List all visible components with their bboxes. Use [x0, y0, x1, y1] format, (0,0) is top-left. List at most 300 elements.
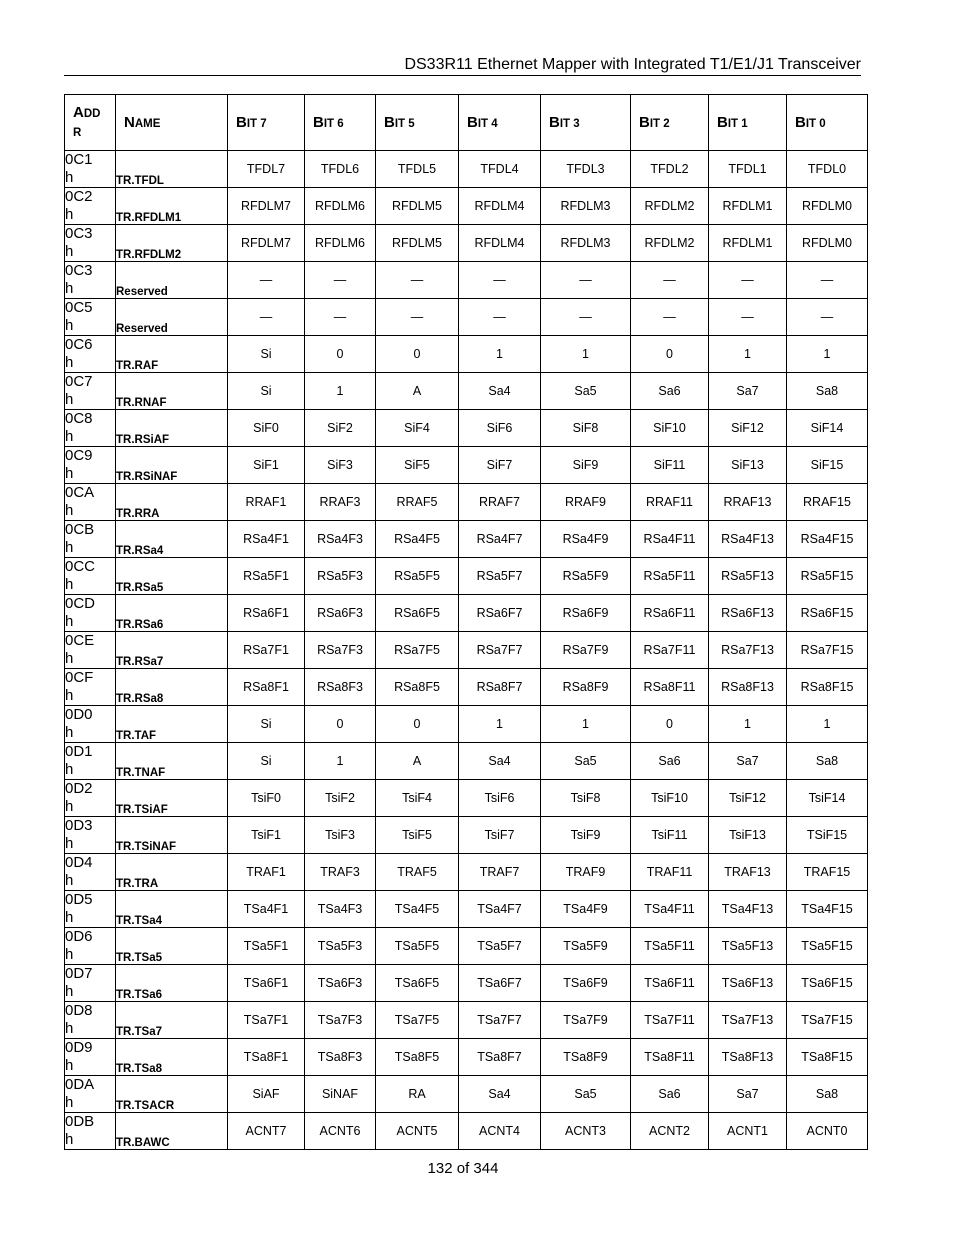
bit-cell: TSa6F15 — [787, 965, 868, 1002]
register-address — [65, 1113, 116, 1150]
bit-cell: RFDLM1 — [709, 188, 787, 225]
bit-cell: TsiF2 — [305, 780, 376, 817]
bit-cell: Sa6 — [631, 1076, 709, 1113]
column-header-lead: N — [124, 114, 135, 131]
register-address-suffix: h — [65, 465, 74, 482]
bit-cell: TsiF8 — [541, 780, 631, 817]
bit-cell: TFDL2 — [631, 151, 709, 188]
bit-cell: RSa7F9 — [541, 632, 631, 669]
bit-cell: RFDLM3 — [541, 225, 631, 262]
bit-cell: TSa7F11 — [631, 1002, 709, 1039]
bit-cell: 0 — [305, 706, 376, 743]
bit-cell: TSa5F11 — [631, 928, 709, 965]
bit-cell: ACNT3 — [541, 1113, 631, 1150]
bit-cell: SiAF — [228, 1076, 305, 1113]
column-header-bit0 — [787, 95, 868, 151]
register-name: TR.TSiNAF — [116, 817, 228, 854]
register-address-code: 0D0 — [65, 706, 93, 723]
register-address-suffix: h — [65, 539, 74, 556]
register-address — [65, 188, 116, 225]
bit-cell: — — [228, 299, 305, 336]
bit-cell: TSa5F1 — [228, 928, 305, 965]
register-address-suffix: h — [65, 169, 74, 186]
bit-cell: ACNT1 — [709, 1113, 787, 1150]
table-row — [65, 669, 868, 706]
bit-cell: TSa7F15 — [787, 1002, 868, 1039]
bit-cell: TSa5F3 — [305, 928, 376, 965]
bit-cell: TRAF11 — [631, 854, 709, 891]
bit-cell: TsiF0 — [228, 780, 305, 817]
bit-cell: RSa5F7 — [459, 558, 541, 595]
bit-cell: TRAF1 — [228, 854, 305, 891]
bit-cell: Sa8 — [787, 373, 868, 410]
column-header-lead: B — [236, 114, 247, 131]
register-name: Reserved — [116, 262, 228, 299]
register-name: TR.RSa5 — [116, 558, 228, 595]
register-address-suffix: h — [65, 576, 74, 593]
bit-cell: RSa4F11 — [631, 521, 709, 558]
table-row — [65, 299, 868, 336]
bit-cell: RSa6F7 — [459, 595, 541, 632]
bit-cell: TFDL6 — [305, 151, 376, 188]
register-address-suffix: h — [65, 946, 74, 963]
register-name: TR.TRA — [116, 854, 228, 891]
register-address — [65, 706, 116, 743]
table-row — [65, 1002, 868, 1039]
register-address-code: 0C3 — [65, 262, 93, 279]
register-name: TR.BAWC — [116, 1113, 228, 1150]
column-header-addr — [65, 95, 116, 151]
bit-cell: TSa8F9 — [541, 1039, 631, 1076]
register-address-suffix: h — [65, 687, 74, 704]
bit-cell: RSa6F1 — [228, 595, 305, 632]
register-name: TR.RAF — [116, 336, 228, 373]
register-address-code: 0C7 — [65, 373, 93, 390]
bit-cell: 1 — [787, 336, 868, 373]
bit-cell: — — [787, 262, 868, 299]
register-address-suffix: h — [65, 724, 74, 741]
bit-cell: TFDL3 — [541, 151, 631, 188]
bit-cell: SiF14 — [787, 410, 868, 447]
bit-cell: A — [376, 743, 459, 780]
bit-cell: RSa4F9 — [541, 521, 631, 558]
bit-cell: RFDLM5 — [376, 188, 459, 225]
bit-cell: TsiF1 — [228, 817, 305, 854]
register-address-code: 0D6 — [65, 928, 93, 945]
bit-cell: SiF8 — [541, 410, 631, 447]
bit-cell: SiF5 — [376, 447, 459, 484]
register-address — [65, 1039, 116, 1076]
register-address-code: 0D7 — [65, 965, 93, 982]
register-address — [65, 965, 116, 1002]
bit-cell: RFDLM1 — [709, 225, 787, 262]
bit-cell: RSa4F1 — [228, 521, 305, 558]
bit-cell: TSa5F5 — [376, 928, 459, 965]
bit-cell: TSa5F15 — [787, 928, 868, 965]
bit-cell: RSa7F1 — [228, 632, 305, 669]
bit-cell: Sa7 — [709, 743, 787, 780]
register-address-suffix: h — [65, 835, 74, 852]
register-address — [65, 669, 116, 706]
bit-cell: 1 — [541, 336, 631, 373]
bit-cell: Sa6 — [631, 743, 709, 780]
bit-cell: RSa5F15 — [787, 558, 868, 595]
bit-cell: RFDLM7 — [228, 225, 305, 262]
register-address-suffix: h — [65, 428, 74, 445]
register-address-suffix: h — [65, 280, 74, 297]
register-address-code: 0D3 — [65, 817, 93, 834]
register-address — [65, 891, 116, 928]
column-header-rest: IT 5 — [394, 118, 415, 130]
register-address-code: 0DB — [65, 1113, 95, 1130]
bit-cell: RSa5F5 — [376, 558, 459, 595]
register-address-code: 0C6 — [65, 336, 93, 353]
bit-cell: SiF15 — [787, 447, 868, 484]
register-address-code: 0D2 — [65, 780, 93, 797]
register-address — [65, 225, 116, 262]
bit-cell: TFDL5 — [376, 151, 459, 188]
bit-cell: RSa7F5 — [376, 632, 459, 669]
bit-cell: TsiF7 — [459, 817, 541, 854]
bit-cell: — — [631, 262, 709, 299]
register-name: TR.RSa4 — [116, 521, 228, 558]
bit-cell: TSa8F15 — [787, 1039, 868, 1076]
bit-cell: TSa6F5 — [376, 965, 459, 1002]
document-header-title: DS33R11 Ethernet Mapper with Integrated T1/E1/J1 Transceiver — [404, 56, 861, 73]
bit-cell: 0 — [305, 336, 376, 373]
table-row — [65, 965, 868, 1002]
register-address-suffix: h — [65, 1131, 74, 1148]
bit-cell: TSa6F9 — [541, 965, 631, 1002]
bit-cell: TsiF11 — [631, 817, 709, 854]
table-row — [65, 632, 868, 669]
column-header-lead: B — [795, 114, 806, 131]
bit-cell: RSa4F13 — [709, 521, 787, 558]
bit-cell: RSa5F13 — [709, 558, 787, 595]
table-row — [65, 743, 868, 780]
bit-cell: Sa7 — [709, 1076, 787, 1113]
bit-cell: TsiF13 — [709, 817, 787, 854]
bit-cell: TSa7F9 — [541, 1002, 631, 1039]
bit-cell: TSa8F1 — [228, 1039, 305, 1076]
bit-cell: — — [709, 299, 787, 336]
register-name: TR.TFDL — [116, 151, 228, 188]
bit-cell: RSa8F5 — [376, 669, 459, 706]
bit-cell: RSa6F3 — [305, 595, 376, 632]
table-row — [65, 817, 868, 854]
register-address — [65, 854, 116, 891]
column-header-lead: A — [73, 103, 84, 121]
bit-cell: TFDL1 — [709, 151, 787, 188]
table-row — [65, 373, 868, 410]
register-address — [65, 521, 116, 558]
bit-cell: RRAF1 — [228, 484, 305, 521]
register-address-code: 0CA — [65, 484, 95, 501]
bit-cell: TsiF6 — [459, 780, 541, 817]
register-name: TR.RRA — [116, 484, 228, 521]
column-header-rest: IT 6 — [323, 118, 344, 130]
bit-cell: TSa4F5 — [376, 891, 459, 928]
bit-cell: TSa7F5 — [376, 1002, 459, 1039]
register-address-suffix: h — [65, 354, 74, 371]
register-name: TR.TSACR — [116, 1076, 228, 1113]
bit-cell: 1 — [305, 743, 376, 780]
table-row — [65, 1076, 868, 1113]
bit-cell: — — [709, 262, 787, 299]
bit-cell: RSa8F15 — [787, 669, 868, 706]
register-address-suffix: h — [65, 983, 74, 1000]
bit-cell: RSa8F9 — [541, 669, 631, 706]
register-address — [65, 262, 116, 299]
header-divider — [64, 75, 861, 76]
bit-cell: Sa8 — [787, 1076, 868, 1113]
register-address — [65, 373, 116, 410]
bit-cell: — — [305, 262, 376, 299]
register-name: TR.TSa7 — [116, 1002, 228, 1039]
register-address — [65, 299, 116, 336]
column-header-rest: IT 3 — [559, 118, 580, 130]
bit-cell: 1 — [709, 336, 787, 373]
register-address-code: 0CB — [65, 521, 95, 538]
bit-cell: 1 — [305, 373, 376, 410]
bit-cell: TSa6F13 — [709, 965, 787, 1002]
register-address-suffix: h — [65, 1020, 74, 1037]
bit-cell: TRAF3 — [305, 854, 376, 891]
column-header-rest2: R — [73, 126, 82, 139]
register-address-suffix: h — [65, 761, 74, 778]
bit-cell: RSa7F13 — [709, 632, 787, 669]
table-row — [65, 891, 868, 928]
column-header-rest: IT 2 — [649, 118, 670, 130]
bit-cell: TsiF10 — [631, 780, 709, 817]
column-header-lead: B — [384, 114, 395, 131]
column-header-lead: B — [467, 114, 478, 131]
bit-cell: Sa8 — [787, 743, 868, 780]
register-address-code: 0CF — [65, 669, 94, 686]
bit-cell: TSa4F3 — [305, 891, 376, 928]
bit-cell: 1 — [459, 706, 541, 743]
register-address-code: 0C3 — [65, 225, 93, 242]
column-header-bit6 — [305, 95, 376, 151]
bit-cell: RSa4F15 — [787, 521, 868, 558]
column-header-bit3 — [541, 95, 631, 151]
bit-cell: — — [459, 262, 541, 299]
register-address-suffix: h — [65, 613, 74, 630]
bit-cell: ACNT0 — [787, 1113, 868, 1150]
bit-cell: Si — [228, 336, 305, 373]
bit-cell: RSa8F11 — [631, 669, 709, 706]
register-name: TR.TSiAF — [116, 780, 228, 817]
table-row — [65, 521, 868, 558]
bit-cell: TsiF4 — [376, 780, 459, 817]
bit-cell: 0 — [631, 336, 709, 373]
bit-cell: RFDLM5 — [376, 225, 459, 262]
register-address-code: 0D5 — [65, 891, 93, 908]
register-address-code: 0C8 — [65, 410, 93, 427]
bit-cell: TsiF9 — [541, 817, 631, 854]
bit-cell: TRAF9 — [541, 854, 631, 891]
register-name: TR.RSiNAF — [116, 447, 228, 484]
table-row — [65, 447, 868, 484]
register-address-suffix: h — [65, 243, 74, 260]
register-address-code: 0CC — [65, 558, 96, 575]
bit-cell: RFDLM0 — [787, 188, 868, 225]
register-name: TR.RSa6 — [116, 595, 228, 632]
table-row — [65, 336, 868, 373]
bit-cell: RFDLM6 — [305, 225, 376, 262]
bit-cell: — — [228, 262, 305, 299]
bit-cell: Sa5 — [541, 1076, 631, 1113]
bit-cell: — — [541, 262, 631, 299]
bit-cell: Si — [228, 706, 305, 743]
register-name: Reserved — [116, 299, 228, 336]
register-name: TR.TNAF — [116, 743, 228, 780]
register-address-suffix: h — [65, 1094, 74, 1111]
column-header-rest: IT 7 — [246, 118, 267, 130]
bit-cell: 1 — [787, 706, 868, 743]
bit-cell: TSa7F7 — [459, 1002, 541, 1039]
register-address-code: 0C1 — [65, 151, 93, 168]
register-address — [65, 558, 116, 595]
bit-cell: RSa5F9 — [541, 558, 631, 595]
bit-cell: RFDLM3 — [541, 188, 631, 225]
bit-cell: TSa4F11 — [631, 891, 709, 928]
column-header-rest: AME — [134, 118, 161, 130]
column-header-bit2 — [631, 95, 709, 151]
bit-cell: SiNAF — [305, 1076, 376, 1113]
register-address-code: 0C5 — [65, 299, 93, 316]
bit-cell: TSa8F3 — [305, 1039, 376, 1076]
bit-cell: RSa6F11 — [631, 595, 709, 632]
table-row — [65, 595, 868, 632]
bit-cell: ACNT5 — [376, 1113, 459, 1150]
bit-cell: RA — [376, 1076, 459, 1113]
bit-cell: TSa7F13 — [709, 1002, 787, 1039]
table-row — [65, 780, 868, 817]
bit-cell: 0 — [376, 706, 459, 743]
bit-cell: RFDLM0 — [787, 225, 868, 262]
table-row — [65, 151, 868, 188]
bit-cell: TRAF7 — [459, 854, 541, 891]
bit-cell: RSa7F11 — [631, 632, 709, 669]
bit-cell: 1 — [709, 706, 787, 743]
table-row — [65, 225, 868, 262]
register-address — [65, 484, 116, 521]
table-row — [65, 410, 868, 447]
bit-cell: RFDLM4 — [459, 225, 541, 262]
column-header-rest: IT 4 — [477, 118, 498, 130]
register-address-suffix: h — [65, 502, 74, 519]
bit-cell: RSa5F3 — [305, 558, 376, 595]
bit-cell: RRAF5 — [376, 484, 459, 521]
register-address-suffix: h — [65, 391, 74, 408]
bit-cell: SiF2 — [305, 410, 376, 447]
bit-cell: 0 — [631, 706, 709, 743]
column-header-lead: B — [313, 114, 324, 131]
bit-cell: TSa4F13 — [709, 891, 787, 928]
register-address — [65, 1002, 116, 1039]
bit-cell: — — [631, 299, 709, 336]
bit-cell: ACNT4 — [459, 1113, 541, 1150]
register-address-code: 0CE — [65, 632, 95, 649]
bit-cell: RSa8F1 — [228, 669, 305, 706]
bit-cell: SiF11 — [631, 447, 709, 484]
register-address — [65, 743, 116, 780]
bit-cell: TSa4F9 — [541, 891, 631, 928]
bit-cell: TSa5F9 — [541, 928, 631, 965]
bit-cell: RSa8F3 — [305, 669, 376, 706]
bit-cell: ACNT7 — [228, 1113, 305, 1150]
bit-cell: TSa6F3 — [305, 965, 376, 1002]
bit-cell: SiF3 — [305, 447, 376, 484]
bit-cell: RRAF3 — [305, 484, 376, 521]
register-address-code: 0CD — [65, 595, 96, 612]
bit-cell: RSa4F3 — [305, 521, 376, 558]
bit-cell: TSa8F7 — [459, 1039, 541, 1076]
column-header-rest: IT 0 — [805, 118, 826, 130]
register-name: TR.TSa4 — [116, 891, 228, 928]
bit-cell: TSa8F5 — [376, 1039, 459, 1076]
bit-cell: RFDLM4 — [459, 188, 541, 225]
register-name: TR.RSiAF — [116, 410, 228, 447]
bit-cell: RFDLM6 — [305, 188, 376, 225]
register-address-suffix: h — [65, 1057, 74, 1074]
register-name: TR.TSa6 — [116, 965, 228, 1002]
column-header-lead: B — [639, 114, 650, 131]
bit-cell: RRAF9 — [541, 484, 631, 521]
bit-cell: RSa6F15 — [787, 595, 868, 632]
bit-cell: Sa5 — [541, 373, 631, 410]
bit-cell: TSa4F1 — [228, 891, 305, 928]
table-row — [65, 1039, 868, 1076]
register-address — [65, 817, 116, 854]
bit-cell: TFDL0 — [787, 151, 868, 188]
register-address-suffix: h — [65, 872, 74, 889]
bit-cell: Sa6 — [631, 373, 709, 410]
bit-cell: TSa4F7 — [459, 891, 541, 928]
register-name: TR.TSa8 — [116, 1039, 228, 1076]
bit-cell: TSa8F11 — [631, 1039, 709, 1076]
bit-cell: TsiF14 — [787, 780, 868, 817]
bit-cell: RSa8F13 — [709, 669, 787, 706]
register-address-code: 0DA — [65, 1076, 95, 1093]
bit-cell: 1 — [459, 336, 541, 373]
bit-cell: Si — [228, 373, 305, 410]
table-row — [65, 854, 868, 891]
column-header-bit5 — [376, 95, 459, 151]
column-header-rest: DD — [83, 107, 101, 120]
bit-cell: TsiF5 — [376, 817, 459, 854]
bit-cell: Sa5 — [541, 743, 631, 780]
bit-cell: RSa6F9 — [541, 595, 631, 632]
bit-cell: TSa7F1 — [228, 1002, 305, 1039]
bit-cell: — — [305, 299, 376, 336]
register-name: TR.TSa5 — [116, 928, 228, 965]
register-address-suffix: h — [65, 798, 74, 815]
table-row — [65, 262, 868, 299]
register-address — [65, 1076, 116, 1113]
bit-cell: ACNT6 — [305, 1113, 376, 1150]
register-name: TR.RNAF — [116, 373, 228, 410]
column-header-lead: B — [717, 114, 728, 131]
bit-cell: — — [459, 299, 541, 336]
bit-cell: TsiF3 — [305, 817, 376, 854]
bit-cell: RSa7F3 — [305, 632, 376, 669]
bit-cell: TsiF12 — [709, 780, 787, 817]
bit-cell: TSa6F1 — [228, 965, 305, 1002]
bit-cell: RSa8F7 — [459, 669, 541, 706]
bit-cell: SiF0 — [228, 410, 305, 447]
